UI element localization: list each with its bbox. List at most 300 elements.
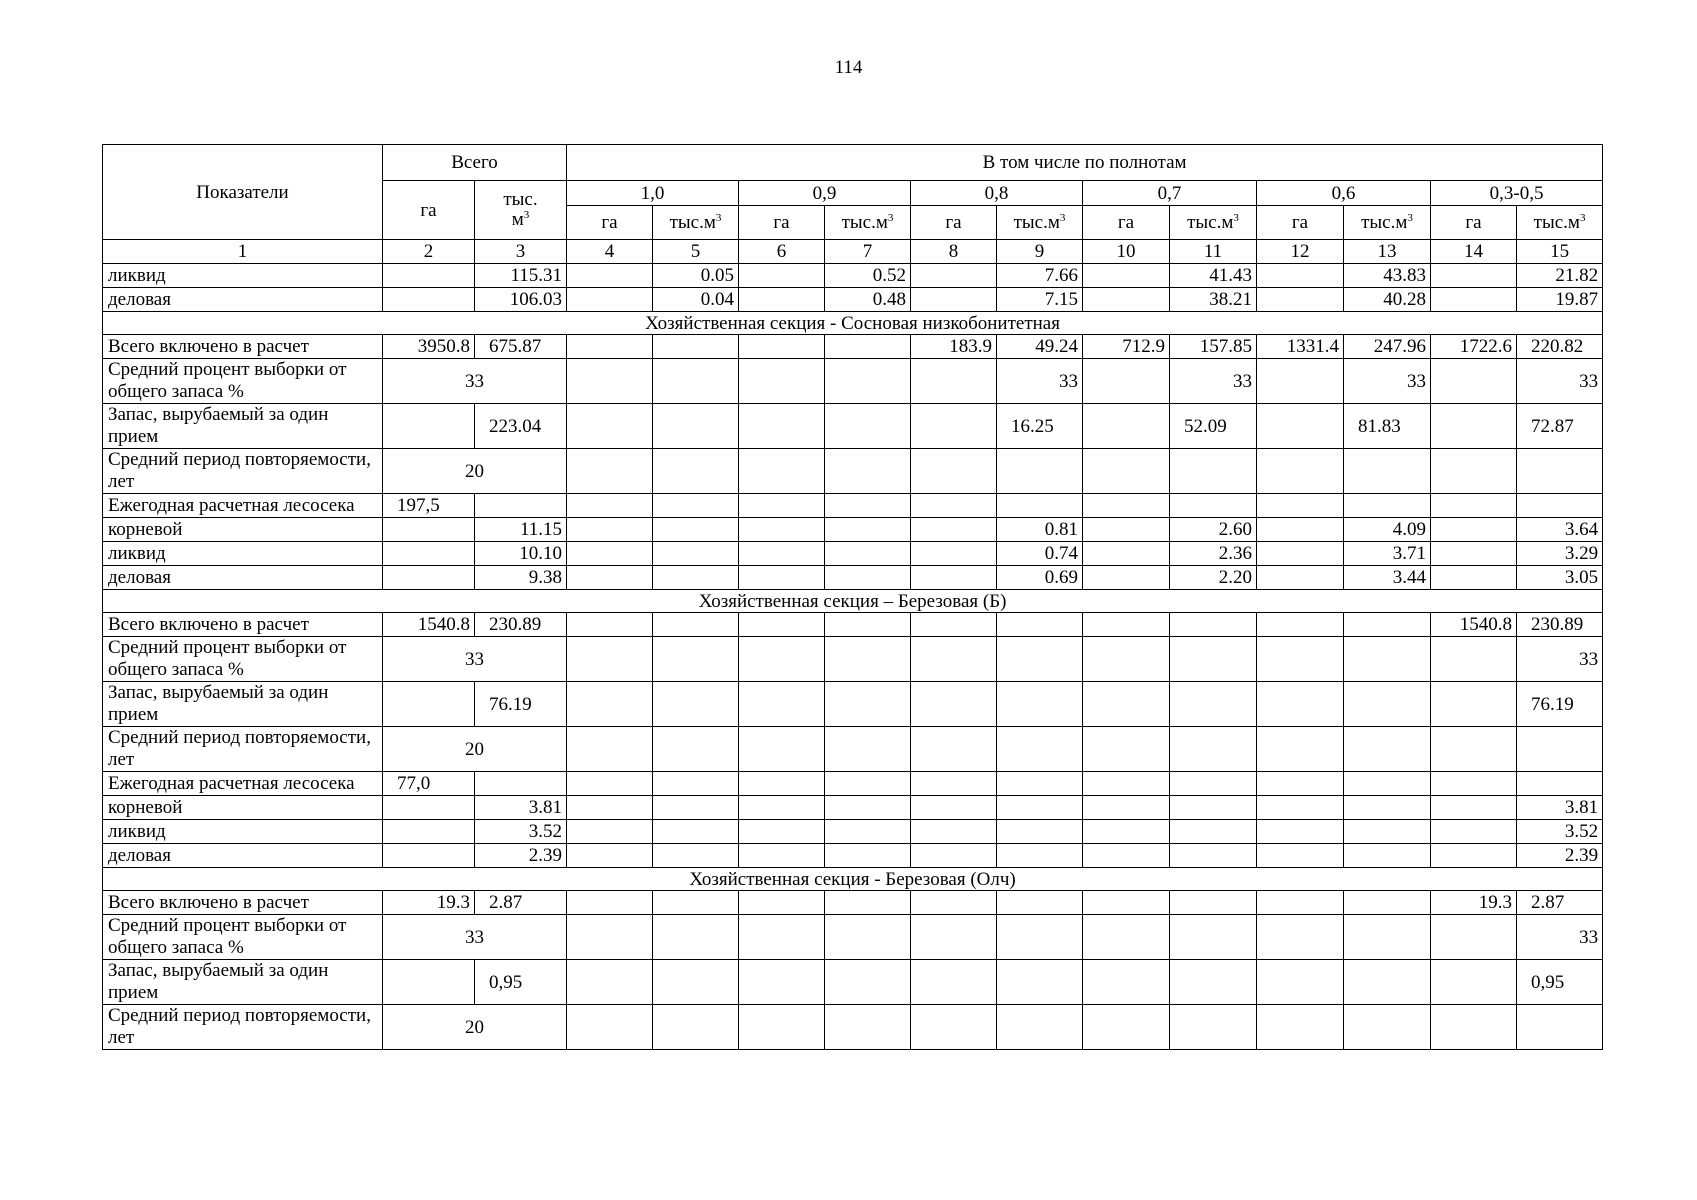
table-cell: 2.87 [475,891,567,915]
table-cell [567,960,653,1005]
table-cell [739,844,825,868]
table-cell [825,542,911,566]
header-unit-volume-label: тыс.м [669,212,716,233]
table-cell [1083,891,1170,915]
table-cell [567,494,653,518]
table-cell: 11.15 [475,518,567,542]
table-cell [1257,494,1344,518]
table-cell [1170,494,1257,518]
superscript: 3 [523,209,530,221]
table-cell [1083,820,1170,844]
header-unit-volume-label: тыс.м [1533,212,1580,233]
column-number: 9 [997,240,1083,264]
table-cell [739,494,825,518]
header-unit-ha: га [1083,206,1170,240]
table-cell [567,359,653,404]
header-unit-volume-label: тыс.м [1187,212,1234,233]
table-cell: 230.89 [1517,613,1603,637]
table-cell [567,335,653,359]
table-cell: 3.81 [475,796,567,820]
table-cell [825,335,911,359]
table-cell [567,891,653,915]
table-cell: 1722.6 [1431,335,1517,359]
row-label: деловая [103,288,383,312]
section-title: Хозяйственная секция – Березовая (Б) [103,590,1603,613]
table-cell [825,637,911,682]
table-cell: 33 [1517,915,1603,960]
table-cell [1431,566,1517,590]
table-cell [1083,518,1170,542]
table-cell [911,1005,997,1050]
table-cell [1083,1005,1170,1050]
table-row [103,494,1603,518]
table-cell [911,518,997,542]
table-cell [567,264,653,288]
table-cell [567,518,653,542]
header-total-volume-line2: м [511,209,524,230]
row-label: Средний период повторяемости, лет [103,727,383,772]
table-cell [911,613,997,637]
table-row [103,404,1603,449]
table-cell: 43.83 [1344,264,1431,288]
row-label: Средний процент выборки от общего запаса % [103,915,383,960]
table-cell [739,682,825,727]
column-number: 6 [739,240,825,264]
table-cell [911,542,997,566]
header-by-density: В том числе по полнотам [567,145,1603,181]
column-numbers-row [103,240,1603,264]
table-cell [567,288,653,312]
table-cell [1257,772,1344,796]
table-cell: 76.19 [1517,682,1603,727]
table-cell [739,542,825,566]
table-cell: 77,0 [383,772,475,796]
table-row [103,566,1603,590]
table-cell: 0.52 [825,264,911,288]
table-cell: 1540.8 [1431,613,1517,637]
table-body [103,264,1603,1050]
table-cell: 197,5 [383,494,475,518]
table-cell [383,288,475,312]
table-cell: 157.85 [1170,335,1257,359]
table-cell: 2.36 [1170,542,1257,566]
table-cell [1083,613,1170,637]
table-row [103,288,1603,312]
table-cell: 33 [997,359,1083,404]
table-cell: 2.60 [1170,518,1257,542]
table-cell [1170,844,1257,868]
table-cell [911,772,997,796]
table-cell [825,494,911,518]
merged-total-cell: 20 [383,449,567,494]
table-row [103,727,1603,772]
table-cell [383,682,475,727]
table-cell: 0.04 [653,288,739,312]
table-cell [1170,891,1257,915]
table-cell [825,682,911,727]
table-cell [997,820,1083,844]
row-label: Всего включено в расчет [103,891,383,915]
table-cell [739,891,825,915]
table-cell [825,820,911,844]
table-cell: 115.31 [475,264,567,288]
table-cell [825,359,911,404]
header-unit-ha: га [739,206,825,240]
table-cell [1431,449,1517,494]
superscript: 3 [1059,212,1066,224]
table-cell [1344,494,1431,518]
table-cell [653,844,739,868]
row-label: ликвид [103,542,383,566]
table-cell [739,566,825,590]
table-cell: 81.83 [1344,404,1431,449]
table-cell: 220.82 [1517,335,1603,359]
table-cell [383,264,475,288]
table-cell [739,960,825,1005]
table-cell: 16.25 [997,404,1083,449]
table-cell [653,796,739,820]
table-cell [1257,518,1344,542]
column-number: 15 [1517,240,1603,264]
table-cell [567,637,653,682]
table-cell: 76.19 [475,682,567,727]
table-cell [1083,915,1170,960]
table-cell [1257,960,1344,1005]
table-cell [825,518,911,542]
table-row [103,335,1603,359]
header-density-group: 0,9 [739,181,911,206]
table-cell [1431,637,1517,682]
table-cell [1257,404,1344,449]
table-cell: 33 [1517,637,1603,682]
table-cell [739,335,825,359]
table-cell [739,820,825,844]
row-label: деловая [103,566,383,590]
forest-harvest-table [102,144,1603,1050]
table-cell: 2.39 [1517,844,1603,868]
table-cell [653,494,739,518]
table-cell [567,449,653,494]
table-cell [567,613,653,637]
table-cell [1083,264,1170,288]
table-cell [567,844,653,868]
row-label: ликвид [103,820,383,844]
table-cell [1257,820,1344,844]
table-cell: 41.43 [1170,264,1257,288]
table-cell [1517,449,1603,494]
table-cell [997,613,1083,637]
table-cell [1257,613,1344,637]
column-number: 1 [103,240,383,264]
table-cell [1344,449,1431,494]
table-row [103,518,1603,542]
header-unit-volume [1170,206,1257,240]
table-cell [825,891,911,915]
header-total-volume [475,181,567,240]
table-cell [911,288,997,312]
row-label: Запас, вырубаемый за один прием [103,960,383,1005]
table-cell [911,359,997,404]
table-cell: 33 [1170,359,1257,404]
table-cell [1170,727,1257,772]
merged-total-cell: 20 [383,727,567,772]
table-cell [653,960,739,1005]
header-unit-ha: га [567,206,653,240]
header-unit-ha: га [1257,206,1344,240]
table-cell: 19.87 [1517,288,1603,312]
table-cell: 106.03 [475,288,567,312]
table-cell [653,820,739,844]
table-cell: 1331.4 [1257,335,1344,359]
table-cell [825,566,911,590]
row-label: Всего включено в расчет [103,613,383,637]
table-cell [1257,359,1344,404]
table-cell: 33 [1517,359,1603,404]
table-cell [739,264,825,288]
table-cell [1431,915,1517,960]
table-cell [1257,264,1344,288]
table-cell [997,727,1083,772]
table-cell: 49.24 [997,335,1083,359]
header-unit-volume [1344,206,1431,240]
table-cell [383,844,475,868]
table-cell [1257,637,1344,682]
table-cell [911,796,997,820]
table-cell [1431,682,1517,727]
header-total-ha: га [383,181,475,240]
column-number: 4 [567,240,653,264]
table-cell: 0,95 [475,960,567,1005]
table-cell [653,566,739,590]
table-cell: 3.29 [1517,542,1603,566]
table-header [103,145,1603,264]
table-cell [1170,1005,1257,1050]
table-row [103,613,1603,637]
table-cell [1344,915,1431,960]
table-cell: 3950.8 [383,335,475,359]
table-cell [1170,960,1257,1005]
table-cell [1257,915,1344,960]
header-unit-ha: га [1431,206,1517,240]
table-cell: 40.28 [1344,288,1431,312]
table-cell [1431,542,1517,566]
table-row [103,891,1603,915]
table-cell [1083,727,1170,772]
row-label: Средний процент выборки от общего запаса % [103,359,383,404]
table-cell [567,1005,653,1050]
superscript: 3 [1579,212,1586,224]
table-cell [383,960,475,1005]
table-cell [1431,727,1517,772]
table-cell [475,494,567,518]
table-cell: 7.15 [997,288,1083,312]
table-cell [653,359,739,404]
table-cell [653,682,739,727]
column-number: 2 [383,240,475,264]
table-cell: 675.87 [475,335,567,359]
table-cell [1083,404,1170,449]
table-cell [653,404,739,449]
header-total-volume-line1: тыс. [503,189,538,210]
column-number: 5 [653,240,739,264]
row-label: деловая [103,844,383,868]
table-cell [997,891,1083,915]
table-cell: 19.3 [383,891,475,915]
table-cell [1431,820,1517,844]
column-number: 12 [1257,240,1344,264]
table-cell [739,449,825,494]
table-cell [1257,682,1344,727]
table-cell: 1540.8 [383,613,475,637]
table-cell [653,1005,739,1050]
table-cell [1083,542,1170,566]
column-number: 14 [1431,240,1517,264]
table-cell [1257,542,1344,566]
section-header-row [103,590,1603,613]
row-label: Всего включено в расчет [103,335,383,359]
header-total: Всего [383,145,567,181]
header-unit-volume [825,206,911,240]
row-label: Средний процент выборки от общего запаса % [103,637,383,682]
table-cell: 3.44 [1344,566,1431,590]
table-cell [1431,288,1517,312]
table-cell: 9.38 [475,566,567,590]
column-number: 3 [475,240,567,264]
table-cell [911,915,997,960]
table-cell [911,820,997,844]
header-unit-volume [1517,206,1603,240]
table-cell [739,613,825,637]
table-cell [825,1005,911,1050]
table-cell [1431,844,1517,868]
table-cell [825,404,911,449]
row-label: Запас, вырубаемый за один прием [103,682,383,727]
table-cell [911,264,997,288]
section-header-row [103,868,1603,891]
table-cell [1257,796,1344,820]
table-cell [383,542,475,566]
table-row [103,542,1603,566]
header-unit-volume [653,206,739,240]
table-cell [739,772,825,796]
table-cell [1257,891,1344,915]
header-density-group: 0,6 [1257,181,1431,206]
table-cell: 223.04 [475,404,567,449]
table-row [103,682,1603,727]
table-cell [1344,796,1431,820]
table-cell [997,637,1083,682]
table-cell [825,960,911,1005]
table-row [103,1005,1603,1050]
table-cell [739,1005,825,1050]
table-cell [1083,288,1170,312]
column-number: 8 [911,240,997,264]
table-cell: 230.89 [475,613,567,637]
table-cell [825,449,911,494]
column-number: 10 [1083,240,1170,264]
table-cell [383,796,475,820]
section-header-row [103,312,1603,335]
table-cell: 2.20 [1170,566,1257,590]
table-cell [1344,844,1431,868]
header-unit-ha: га [911,206,997,240]
table-row [103,772,1603,796]
table-cell [475,772,567,796]
table-cell [739,915,825,960]
table-cell [739,288,825,312]
table-cell [997,915,1083,960]
table-cell [1170,915,1257,960]
table-cell: 3.64 [1517,518,1603,542]
table-cell [567,915,653,960]
table-cell [1083,449,1170,494]
table-cell [1170,682,1257,727]
table-cell [653,449,739,494]
row-label: Средний период повторяемости, лет [103,1005,383,1050]
table-cell [567,682,653,727]
section-title: Хозяйственная секция - Сосновая низкобонитетная [103,312,1603,335]
table-cell [825,844,911,868]
table-cell [1344,613,1431,637]
table-row [103,796,1603,820]
table-cell: 3.52 [1517,820,1603,844]
table-cell: 10.10 [475,542,567,566]
page-number: 114 [834,57,863,78]
table-cell [1431,1005,1517,1050]
table-cell [911,404,997,449]
header-unit-volume-label: тыс.м [1361,212,1408,233]
table-cell [1344,772,1431,796]
table-cell [383,820,475,844]
table-cell [1257,449,1344,494]
table-cell [825,727,911,772]
table-cell: 3.81 [1517,796,1603,820]
table-cell [1344,637,1431,682]
superscript: 3 [887,212,894,224]
table-cell [1517,494,1603,518]
table-cell: 0,95 [1517,960,1603,1005]
table-cell [567,820,653,844]
row-label: Ежегодная расчетная лесосека [103,772,383,796]
superscript: 3 [1233,212,1239,224]
table-cell [1344,1005,1431,1050]
table-row [103,449,1603,494]
merged-total-cell: 33 [383,915,567,960]
table-cell [911,449,997,494]
table-cell [739,518,825,542]
table-cell [653,613,739,637]
table-cell [739,727,825,772]
table-cell [825,613,911,637]
table-cell [911,844,997,868]
table-cell [1431,518,1517,542]
table-cell: 712.9 [1083,335,1170,359]
table-row [103,844,1603,868]
table-cell: 0.81 [997,518,1083,542]
table-cell [1431,359,1517,404]
row-label: Запас, вырубаемый за один прием [103,404,383,449]
table-cell [567,404,653,449]
table-cell: 72.87 [1517,404,1603,449]
table-cell [911,637,997,682]
table-cell [1257,1005,1344,1050]
table-cell [1344,960,1431,1005]
table-cell [911,682,997,727]
table-cell [1517,772,1603,796]
table-cell [1083,772,1170,796]
header-unit-volume-label: тыс.м [841,212,888,233]
table-cell [567,566,653,590]
